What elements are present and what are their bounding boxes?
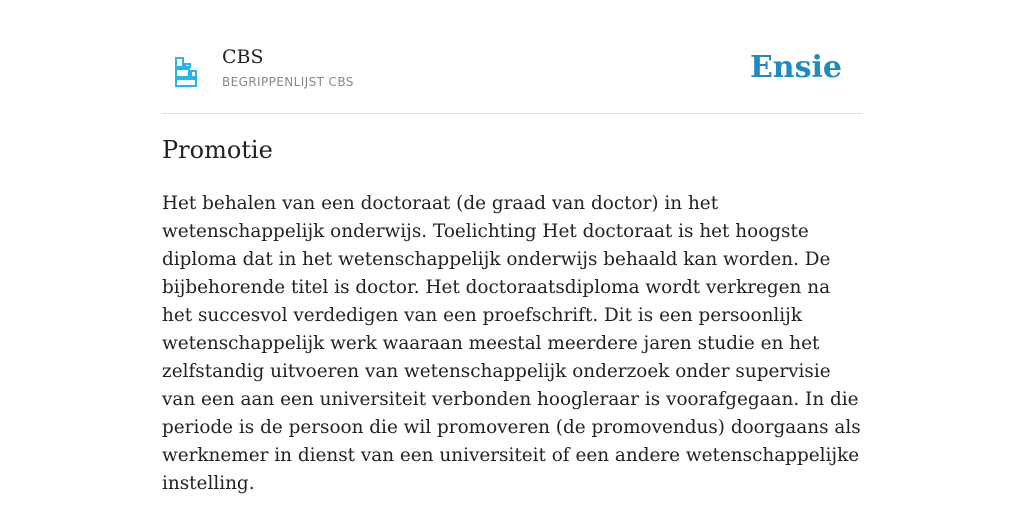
page-header bbox=[162, 0, 862, 114]
term-definition: Het behalen van een doctoraat (de graad van doctor) in het wetenschappelijk onderwijs. Toelichting Het doctoraat is het hoogste diploma dat in het wetenschappelijk onderwijs behaald kan worden. De bijbehorende titel is doctor. Het doctoraatsdiploma wordt verkregen na het succesvol verdedigen van een proefschrift. Dit is een persoonlijk wetenschappelijk werk waaraan meestal meerdere jaren studie en het zelfstandig uitvoeren van wetenschappelijk onderzoek onder supervisie van een aan een universiteit verbonden hoogleraar is voorafgegaan. In die periode is de persoon die wil promoveren (de promovendus) doorgaans als werknemer in dienst van een universiteit of een andere wetenschappelijke instelling. bbox=[162, 193, 861, 494]
cbs-logo-icon bbox=[174, 56, 198, 88]
source-subtitle[interactable]: BEGRIPPENLIJST CBS bbox=[222, 75, 354, 89]
source-name[interactable]: CBS bbox=[222, 46, 264, 68]
brand-logo[interactable]: Ensie bbox=[749, 50, 842, 85]
term-title: Promotie bbox=[162, 136, 273, 164]
